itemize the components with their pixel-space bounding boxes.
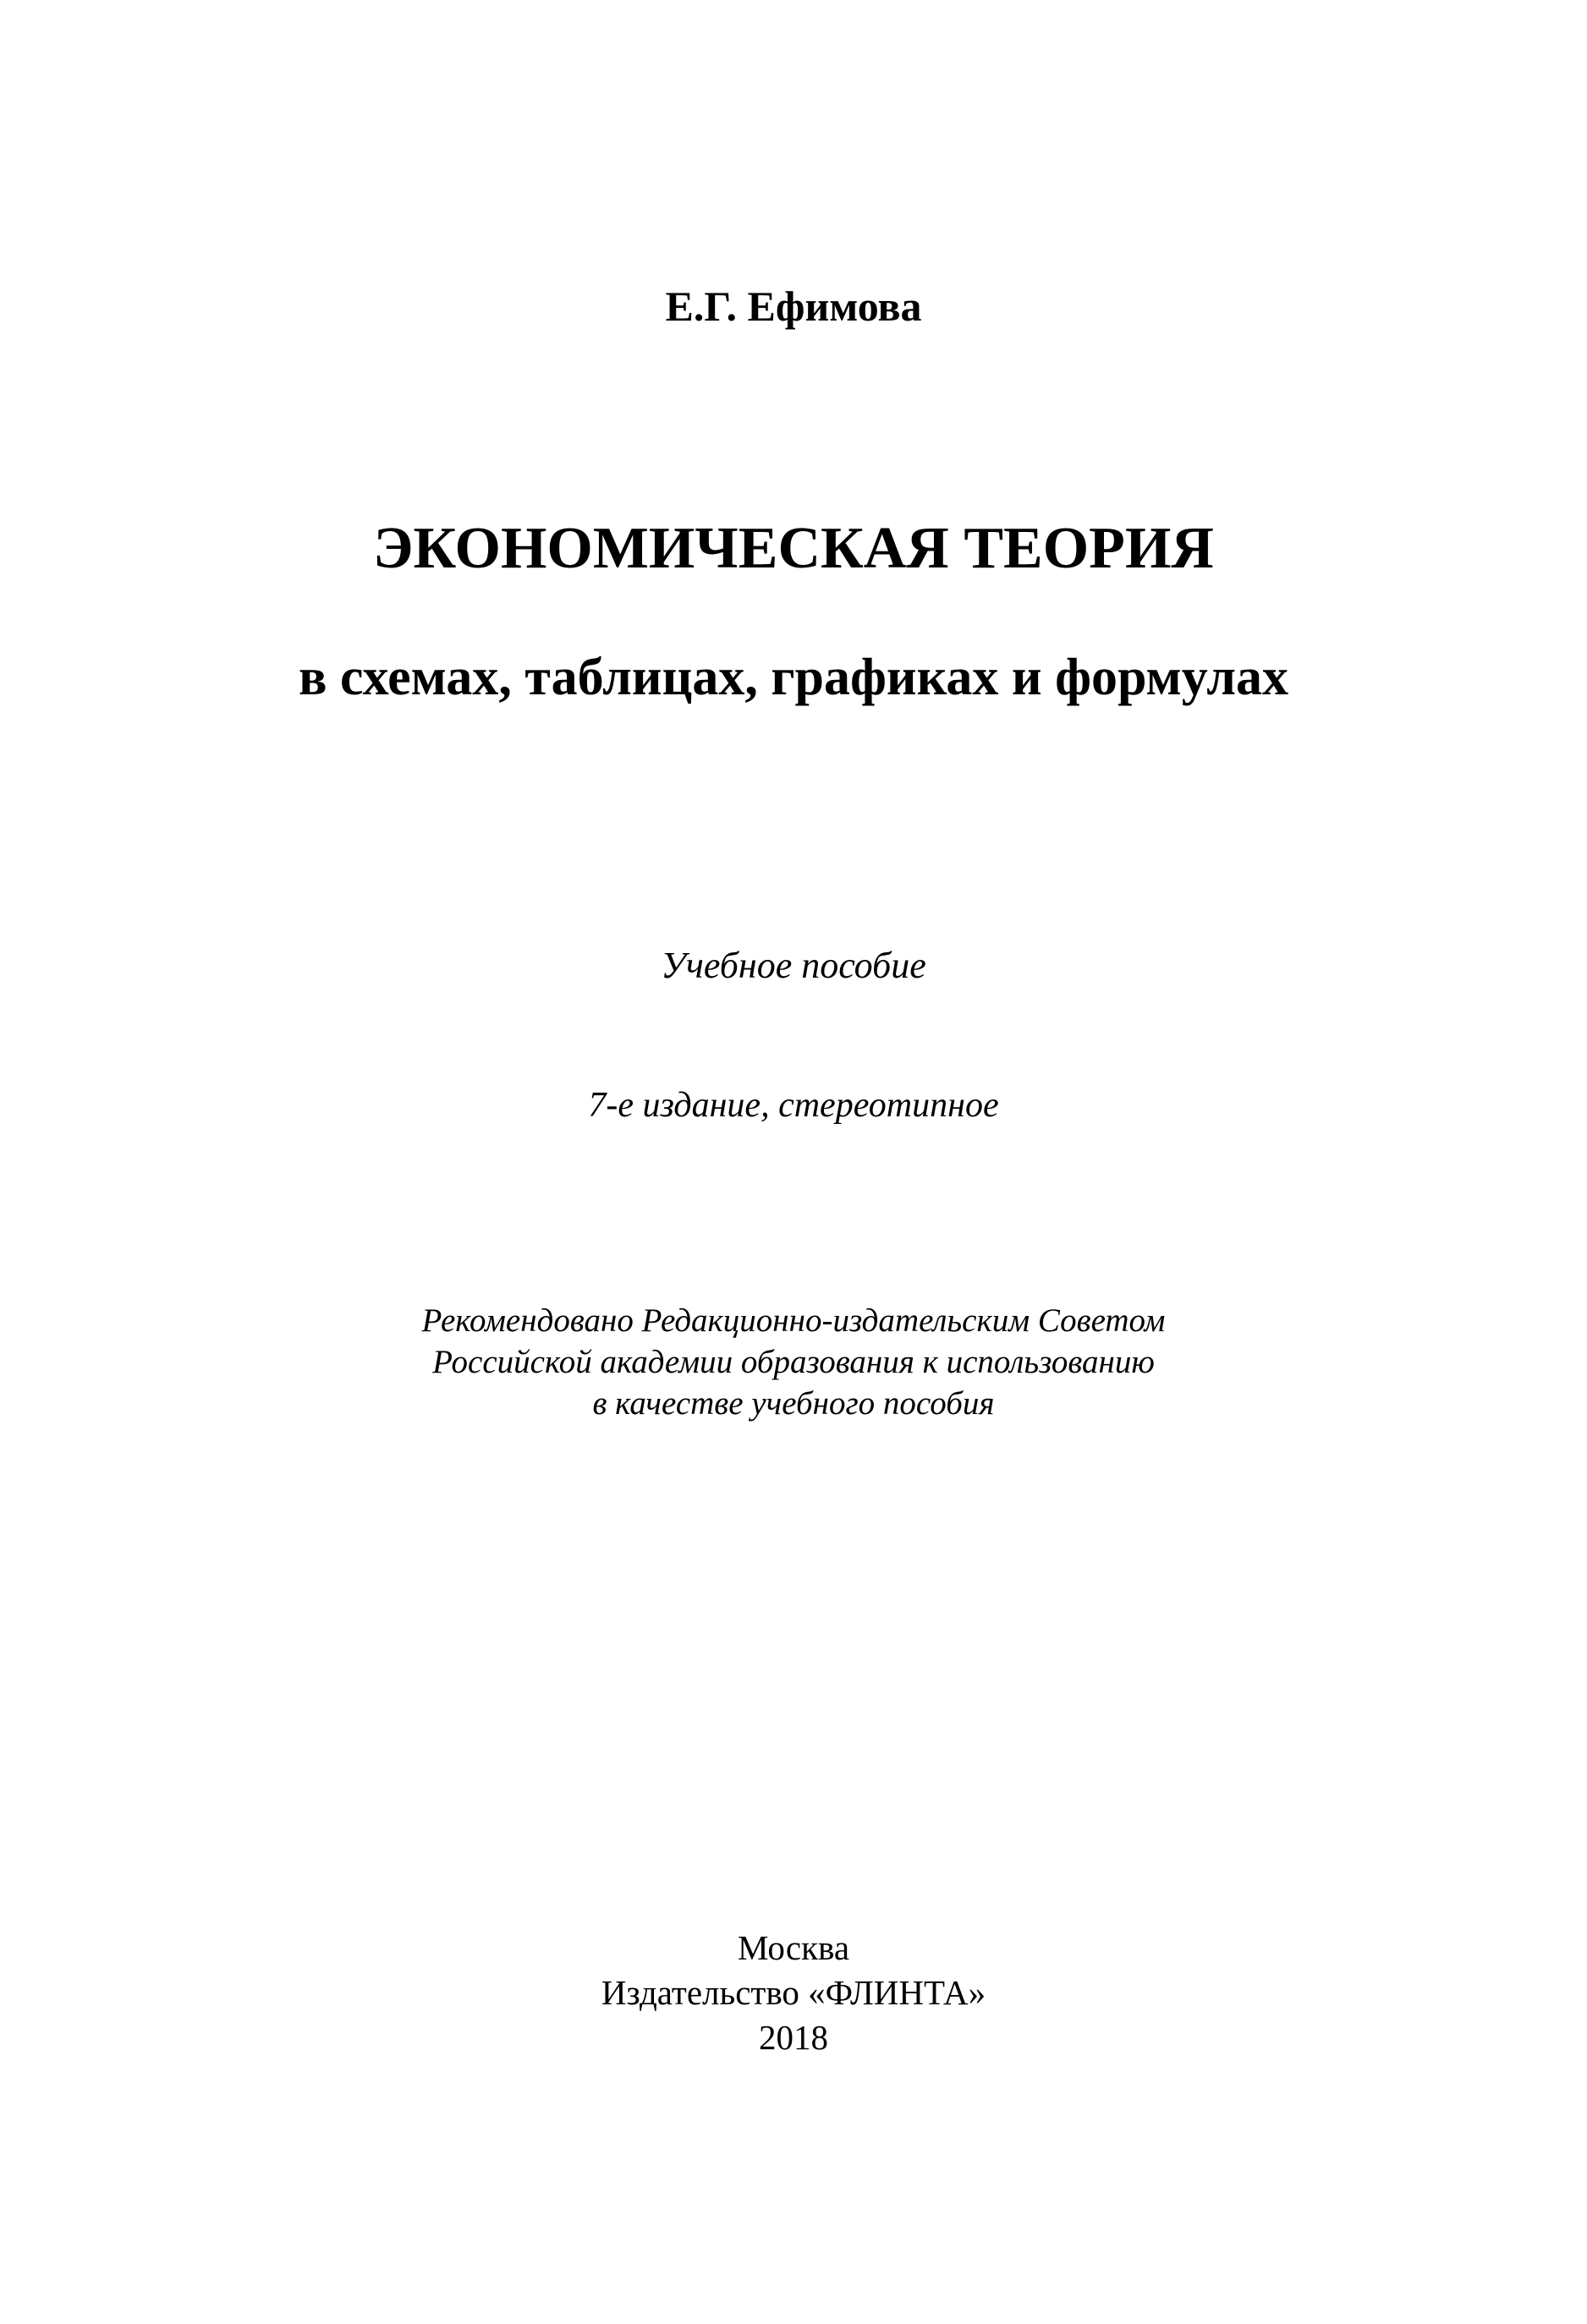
recommendation-line: Российской академии образования к использованию <box>432 1344 1155 1380</box>
author-name: Е.Г. Ефимова <box>665 282 922 330</box>
imprint-year: 2018 <box>759 2018 828 2057</box>
book-genre: Учебное пособие <box>661 945 926 986</box>
book-title: ЭКОНОМИЧЕСКАЯ ТЕОРИЯ <box>373 516 1214 581</box>
imprint-city: Москва <box>737 1928 850 1967</box>
imprint-publisher: Издательство «ФЛИНТА» <box>601 1973 986 2012</box>
edition-note: 7-е издание, стереотипное <box>588 1086 999 1125</box>
recommendation-line: в качестве учебного пособия <box>592 1385 995 1422</box>
book-subtitle: в схемах, таблицах, графиках и формулах <box>298 649 1289 706</box>
recommendation-line: Рекомендовано Редакционно-издательским Советом <box>421 1302 1166 1339</box>
